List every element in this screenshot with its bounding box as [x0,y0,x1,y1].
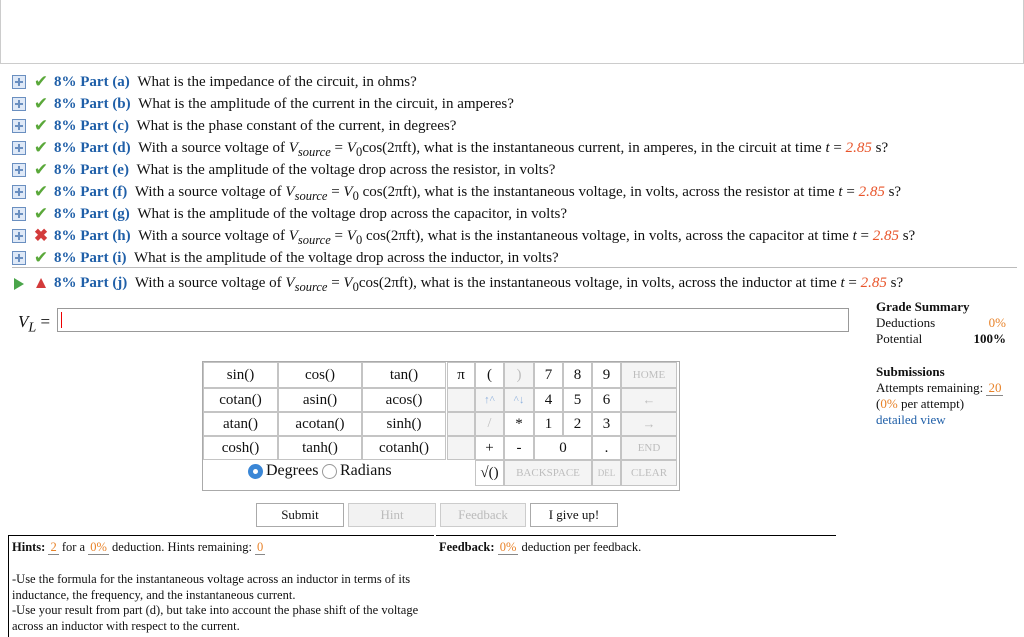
deductions-label: Deductions [876,315,936,330]
digit-7-button[interactable]: 7 [534,362,563,388]
cos-button[interactable]: cos() [278,362,362,388]
calc-blank [447,388,475,412]
digit-2-button[interactable]: 2 [563,412,592,436]
clear-button[interactable]: CLEAR [621,460,677,486]
potential-value: 100% [973,331,1006,346]
expand-icon[interactable] [12,119,26,133]
cotan-button[interactable]: cotan() [203,388,278,412]
answer-label: $V_L$ = [18,312,51,336]
checkmark-icon: ✔ [33,248,49,267]
warning-icon: ▲ [32,273,50,292]
detailed-view-link[interactable]: detailed view [876,412,946,427]
part-label: 8% Part (d) [54,140,131,156]
grade-summary [876,299,1006,347]
part-question: What is the amplitude of the voltage drop across the capacitor, in volts? [137,206,567,222]
part-e[interactable] [12,159,1017,181]
answer-input[interactable] [57,308,849,332]
divide-button[interactable]: / [475,412,504,436]
atan-button[interactable]: atan() [203,412,278,436]
feedback-header: Feedback: 0% deduction per feedback. [439,540,642,554]
acos-button[interactable]: acos() [362,388,446,412]
expand-icon[interactable] [12,229,26,243]
part-label: 8% Part (i) [54,250,127,266]
expand-icon[interactable] [12,185,26,199]
part-label: 8% Part (b) [54,96,131,112]
hint-line: -Use your result from part (d), but take into account the phase shift of the voltage across an inductor with respect to the current. [12,603,419,633]
hints-header: Hints: 2 for a 0% deduction. Hints remaining: 0 [12,540,264,554]
checkmark-icon: ✔ [33,72,49,91]
deductions-value: 0% [988,315,1006,330]
decimal-button[interactable]: . [592,436,621,460]
radians-radio[interactable]: Radians [322,462,392,480]
play-arrow-icon [14,278,24,290]
calc-blank [447,436,475,460]
del-button[interactable]: DEL [592,460,621,486]
hints-panel [8,535,434,637]
part-question: With a source voltage of $V_{source} = V_0$ cos(2πft), what is the instantaneous voltage, in volts, across the resistor at time t = 2.85 s? [134,184,902,203]
sinh-button[interactable]: sinh() [362,412,446,436]
expand-icon[interactable] [12,251,26,265]
digit-8-button[interactable]: 8 [563,362,592,388]
backspace-button[interactable]: BACKSPACE [504,460,592,486]
part-j[interactable] [12,269,1017,297]
asin-button[interactable]: asin() [278,388,362,412]
part-c[interactable] [12,115,1017,137]
part-label: 8% Part (e) [54,162,129,178]
tanh-button[interactable]: tanh() [278,436,362,460]
up-button[interactable]: ↑^ [475,388,504,412]
multiply-button[interactable]: * [504,412,534,436]
part-question: With a source voltage of $V_{source} = V_0$ cos(2πft), what is the instantaneous voltage, in volts, across the capacitor at time t = 2.85 s? [138,228,916,247]
parts-list [12,71,1017,297]
attempts-label: Attempts remaining: [876,380,987,395]
checkmark-icon: ✔ [33,182,49,201]
cursor-right-button[interactable]: → [621,412,677,436]
part-a[interactable] [12,71,1017,93]
attempts-value: 20 [988,380,1002,395]
part-f[interactable] [12,181,1017,203]
part-label: 8% Part (g) [54,206,130,222]
radio-selected-icon [248,464,263,479]
checkmark-icon: ✔ [33,204,49,223]
expand-icon[interactable] [12,141,26,155]
part-label: 8% Part (h) [54,228,131,244]
part-label: 8% Part (c) [54,118,129,134]
digit-6-button[interactable]: 6 [592,388,621,412]
x-mark-icon: ✖ [33,226,49,245]
divider [12,267,1017,268]
down-button[interactable]: ^↓ [504,388,534,412]
digit-1-button[interactable]: 1 [534,412,563,436]
submissions-panel: Submissions Attempts remaining: 20 (0% per attempt) detailed view [876,364,1006,428]
sin-button[interactable]: sin() [203,362,278,388]
tan-button[interactable]: tan() [362,362,446,388]
part-label: 8% Part (f) [54,184,128,200]
home-button[interactable]: HOME [621,362,677,388]
checkmark-icon: ✔ [33,116,49,135]
part-i[interactable] [12,247,1017,269]
feedback-panel [436,535,836,637]
calc-blank [447,412,475,436]
text-caret [61,312,62,328]
digit-4-button[interactable]: 4 [534,388,563,412]
checkmark-icon: ✔ [33,94,49,113]
sqrt-button[interactable]: √() [475,460,504,486]
top-panel [0,0,1024,64]
part-question: What is the impedance of the circuit, in ohms? [137,74,417,90]
expand-icon[interactable] [12,75,26,89]
part-question: What is the amplitude of the voltage drop across the resistor, in volts? [136,162,556,178]
cursor-left-button[interactable]: ← [621,388,677,412]
part-b[interactable] [12,93,1017,115]
feedback-button[interactable]: Feedback [440,503,526,527]
digit-0-button[interactable]: 0 [534,436,592,460]
potential-label: Potential [876,331,923,346]
expand-icon[interactable] [12,207,26,221]
give-up-button[interactable]: I give up! [530,503,618,527]
degrees-radio[interactable]: Degrees [248,462,318,480]
submit-button[interactable]: Submit [256,503,344,527]
part-question: With a source voltage of $V_{source} = V_0\cos(2\pi ft)$, what is the instantaneous voltage, in volts, across the inductor at time t = 2.85 s? [134,275,904,294]
checkmark-icon: ✔ [33,160,49,179]
grade-summary-title: Grade Summary [876,299,970,314]
hints-text [12,572,432,634]
hint-button[interactable]: Hint [348,503,436,527]
digit-3-button[interactable]: 3 [592,412,621,436]
part-question: What is the amplitude of the voltage drop across the inductor, in volts? [133,250,559,266]
plus-button[interactable]: + [475,436,504,460]
part-question: What is the phase constant of the current, in degrees? [136,118,457,134]
part-d[interactable] [12,137,1017,159]
digit-9-button[interactable]: 9 [592,362,621,388]
cotanh-button[interactable]: cotanh() [362,436,446,460]
radio-empty-icon [322,464,337,479]
hint-line: -Use the formula for the instantaneous voltage across an inductor in terms of its inductance, the frequency, and the instantaneous current. [12,572,411,602]
left-paren-button[interactable]: ( [475,362,504,388]
checkmark-icon: ✔ [33,138,49,157]
part-label: 8% Part (a) [54,74,130,90]
per-attempt-value: 0% [880,396,898,411]
part-h[interactable] [12,225,1017,247]
right-paren-button[interactable]: ) [504,362,534,388]
expand-icon[interactable] [12,97,26,111]
digit-5-button[interactable]: 5 [563,388,592,412]
part-label: 8% Part (j) [54,275,128,291]
part-question: What is the amplitude of the current in the circuit, in amperes? [138,96,514,112]
part-question: With a source voltage of $V_{source} = V_0\cos(2\pi ft)$, what is the instantaneous current, in amperes, in the circuit at time t = 2.85 s? [138,140,889,159]
minus-button[interactable]: - [504,436,534,460]
pi-button[interactable]: π [447,362,475,388]
expand-icon[interactable] [12,163,26,177]
cosh-button[interactable]: cosh() [203,436,278,460]
acotan-button[interactable]: acotan() [278,412,362,436]
end-button[interactable]: END [621,436,677,460]
submissions-title: Submissions [876,364,945,379]
part-g[interactable] [12,203,1017,225]
